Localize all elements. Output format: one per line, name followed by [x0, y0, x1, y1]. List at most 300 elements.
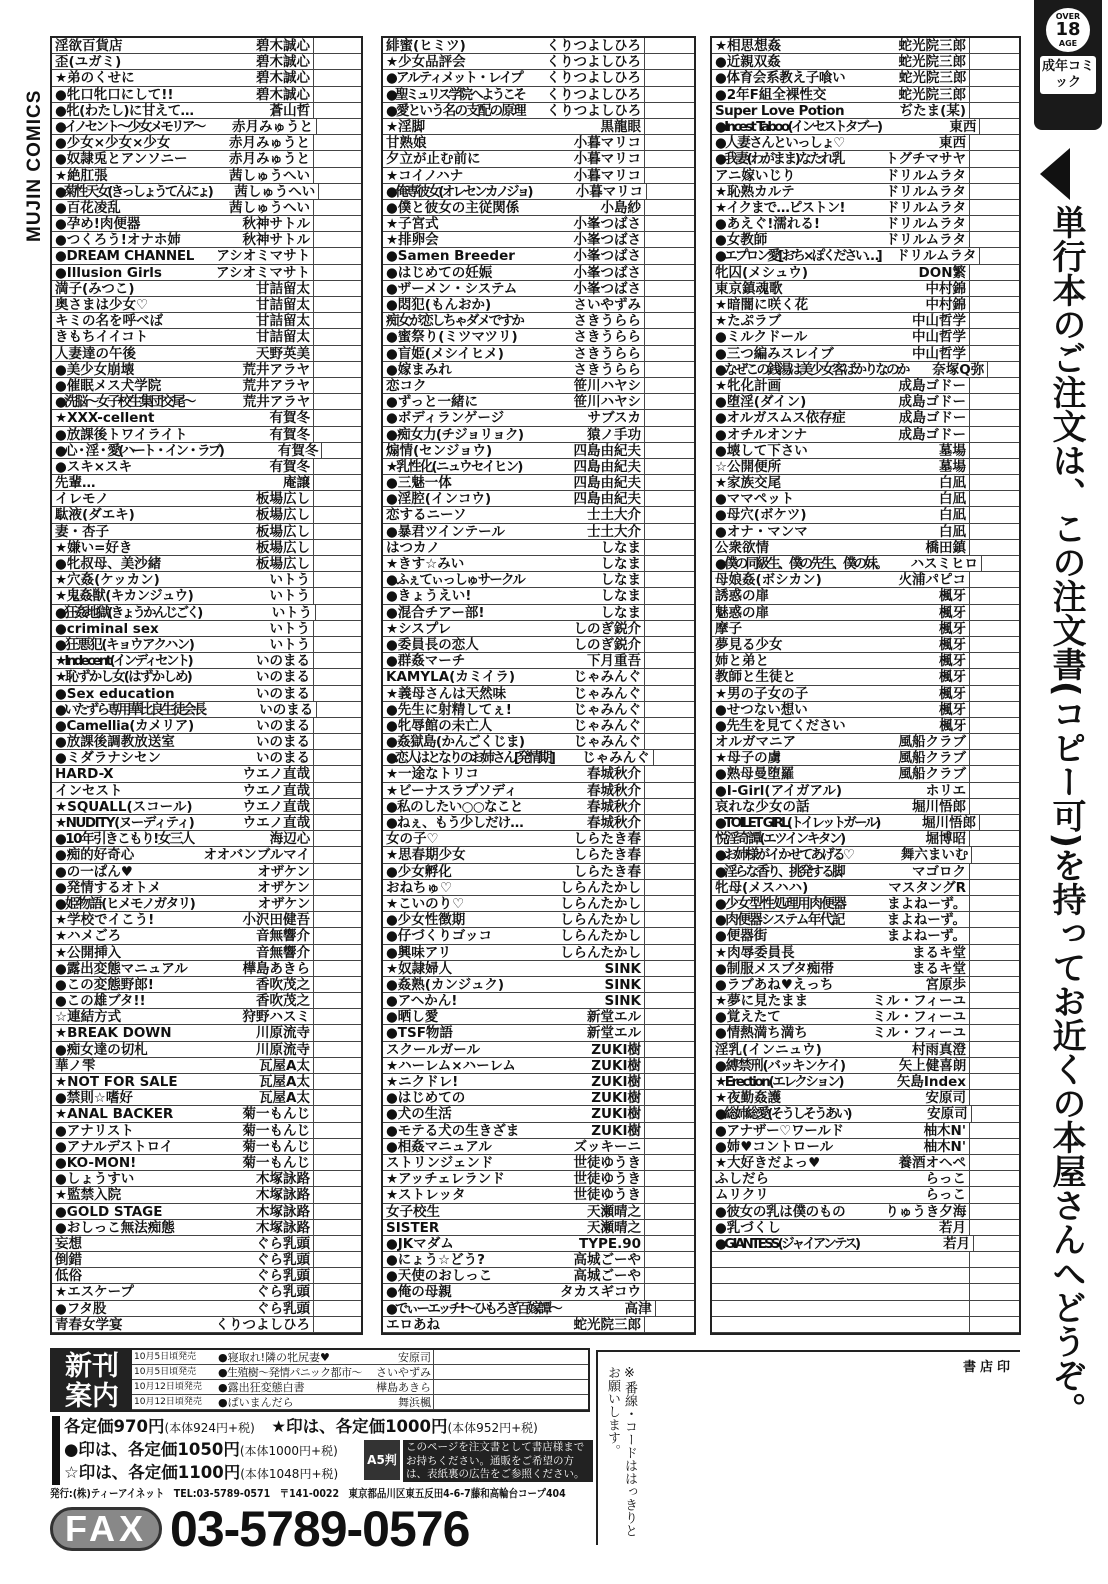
quantity-field[interactable] — [644, 313, 694, 328]
quantity-field[interactable] — [644, 427, 694, 442]
order-row — [383, 103, 694, 119]
quantity-field[interactable] — [644, 70, 694, 85]
quantity-field[interactable] — [969, 1058, 1019, 1073]
quantity-field[interactable] — [313, 87, 361, 102]
book-author: 音無響介 — [256, 928, 310, 945]
book-title: ●狂悪犯(キョウアクハン) — [55, 636, 194, 653]
book-title: ●でぃーエッチ!〜ひもろぎ百嫁譚〜 — [386, 1300, 560, 1317]
quantity-field[interactable] — [313, 491, 361, 506]
quantity-field[interactable] — [313, 1025, 361, 1040]
quantity-field[interactable] — [969, 718, 1019, 733]
quantity-field[interactable] — [644, 54, 694, 69]
quantity-field[interactable] — [313, 70, 361, 85]
quantity-field[interactable] — [969, 1139, 1019, 1154]
quantity-field[interactable] — [969, 459, 1019, 474]
quantity-field[interactable] — [969, 265, 1019, 280]
quantity-field[interactable] — [644, 491, 694, 506]
quantity-field[interactable] — [313, 394, 361, 409]
quantity-field[interactable] — [969, 1171, 1019, 1186]
quantity-field[interactable] — [969, 410, 1019, 425]
quantity-field[interactable] — [644, 977, 694, 992]
order-row — [712, 766, 1019, 782]
quantity-field[interactable] — [313, 507, 361, 522]
quantity-field[interactable] — [644, 119, 694, 134]
quantity-field[interactable] — [969, 507, 1019, 522]
book-title: ●俺専彼女(オレセンカノジョ) — [386, 183, 531, 200]
quantity-field[interactable] — [644, 945, 694, 960]
quantity-field[interactable] — [969, 540, 1019, 555]
quantity-field[interactable] — [969, 1220, 1019, 1235]
book-title: ●姉♥コントロール — [715, 1138, 834, 1155]
quantity-field[interactable] — [981, 556, 1019, 571]
quantity-field[interactable] — [644, 346, 694, 361]
quantity-field[interactable] — [969, 54, 1019, 69]
book-author: まよねーず。 — [887, 895, 967, 912]
quantity-field[interactable] — [644, 912, 694, 927]
quantity-field[interactable] — [969, 1284, 1019, 1299]
quantity-field[interactable] — [644, 864, 694, 879]
quantity-field[interactable] — [969, 912, 1019, 927]
quantity-field[interactable] — [969, 216, 1019, 231]
quantity-field[interactable] — [313, 912, 361, 927]
quantity-field[interactable] — [646, 184, 694, 199]
quantity-field[interactable] — [316, 119, 361, 134]
quantity-field[interactable] — [644, 783, 694, 798]
quantity-field[interactable] — [969, 750, 1019, 765]
quantity-field[interactable] — [644, 475, 694, 490]
quantity-field[interactable] — [969, 151, 1019, 166]
order-row — [383, 1090, 694, 1106]
quantity-field[interactable] — [313, 54, 361, 69]
quantity-field[interactable] — [316, 702, 361, 717]
quantity-field[interactable] — [313, 880, 361, 895]
order-row — [52, 1074, 361, 1090]
quantity-field[interactable] — [969, 346, 1019, 361]
quantity-field[interactable] — [313, 588, 361, 603]
quantity-field[interactable] — [313, 556, 361, 571]
quantity-field[interactable] — [969, 1042, 1019, 1057]
quantity-field[interactable] — [644, 993, 694, 1008]
book-title: 誘惑の扉 — [715, 588, 769, 605]
quantity-field[interactable] — [969, 1090, 1019, 1105]
quantity-field[interactable] — [969, 427, 1019, 442]
quantity-field[interactable] — [969, 605, 1019, 620]
quantity-field[interactable] — [313, 1187, 361, 1202]
quantity-field[interactable] — [644, 1284, 694, 1299]
quantity-field[interactable] — [313, 799, 361, 814]
quantity-field[interactable] — [644, 216, 694, 231]
quantity-field[interactable] — [979, 248, 1019, 263]
quantity-field[interactable] — [313, 1220, 361, 1235]
book-author: ぢたま(某) — [899, 102, 966, 119]
quantity-field[interactable] — [434, 1380, 588, 1394]
quantity-field[interactable] — [313, 135, 361, 150]
quantity-field[interactable] — [644, 200, 694, 215]
quantity-field[interactable] — [644, 799, 694, 814]
quantity-field[interactable] — [969, 87, 1019, 102]
book-author: いトう — [269, 636, 311, 653]
quantity-field[interactable] — [969, 766, 1019, 781]
book-title: 甘熟娘 — [386, 135, 427, 152]
quantity-field[interactable] — [969, 669, 1019, 684]
quantity-field[interactable] — [644, 961, 694, 976]
quantity-field[interactable] — [313, 1236, 361, 1251]
quantity-field[interactable] — [969, 621, 1019, 636]
quantity-field[interactable] — [313, 1139, 361, 1154]
quantity-field[interactable] — [313, 1301, 361, 1316]
book-title: ●母穴(ボケツ) — [715, 507, 807, 524]
quantity-field[interactable] — [313, 313, 361, 328]
quantity-field[interactable] — [313, 686, 361, 701]
quantity-field[interactable] — [313, 475, 361, 490]
quantity-field[interactable] — [313, 1317, 361, 1332]
quantity-field[interactable] — [313, 864, 361, 879]
quantity-field[interactable] — [644, 621, 694, 636]
quantity-field[interactable] — [969, 200, 1019, 215]
quantity-field[interactable] — [644, 1123, 694, 1138]
quantity-field[interactable] — [644, 1268, 694, 1283]
quantity-field[interactable] — [969, 831, 1019, 846]
order-row — [52, 1220, 361, 1236]
quantity-field[interactable] — [969, 168, 1019, 183]
quantity-field[interactable] — [644, 103, 694, 118]
quantity-field[interactable] — [313, 847, 361, 862]
order-row — [383, 1106, 694, 1122]
quantity-field[interactable] — [313, 232, 361, 247]
quantity-field[interactable] — [644, 410, 694, 425]
quantity-field[interactable] — [644, 572, 694, 587]
quantity-field[interactable] — [644, 540, 694, 555]
quantity-field[interactable] — [969, 945, 1019, 960]
quantity-field[interactable] — [434, 1365, 588, 1379]
quantity-field[interactable] — [969, 993, 1019, 1008]
quantity-field[interactable] — [644, 686, 694, 701]
quantity-field[interactable] — [313, 248, 361, 263]
quantity-field[interactable] — [313, 1090, 361, 1105]
book-title: ●天使のおしっこ — [386, 1268, 493, 1285]
quantity-field[interactable] — [969, 1268, 1019, 1283]
book-author: 碧木誠心 — [256, 54, 310, 71]
quantity-field[interactable] — [313, 1106, 361, 1121]
quantity-field[interactable] — [644, 378, 694, 393]
quantity-field[interactable] — [313, 265, 361, 280]
quantity-field[interactable] — [313, 151, 361, 166]
quantity-field[interactable] — [655, 1301, 694, 1316]
quantity-field[interactable] — [979, 119, 1019, 134]
quantity-field[interactable] — [969, 281, 1019, 296]
quantity-field[interactable] — [644, 702, 694, 717]
quantity-field[interactable] — [313, 831, 361, 846]
quantity-field[interactable] — [969, 572, 1019, 587]
book-author: まるキ堂 — [912, 944, 966, 961]
quantity-field[interactable] — [644, 1171, 694, 1186]
quantity-field[interactable] — [979, 815, 1019, 830]
order-row — [52, 1025, 361, 1041]
quantity-field[interactable] — [644, 766, 694, 781]
quantity-field[interactable] — [969, 491, 1019, 506]
quantity-field[interactable] — [644, 443, 694, 458]
quantity-field[interactable] — [313, 297, 361, 312]
order-row — [383, 200, 694, 216]
quantity-field[interactable] — [969, 1204, 1019, 1219]
order-row — [52, 265, 361, 281]
quantity-field[interactable] — [644, 831, 694, 846]
quantity-field[interactable] — [969, 443, 1019, 458]
quantity-field[interactable] — [313, 928, 361, 943]
quantity-field[interactable] — [644, 1025, 694, 1040]
quantity-field[interactable] — [644, 394, 694, 409]
quantity-field[interactable] — [969, 702, 1019, 717]
quantity-field[interactable] — [969, 232, 1019, 247]
quantity-field[interactable] — [313, 540, 361, 555]
quantity-field[interactable] — [969, 783, 1019, 798]
quantity-field[interactable] — [987, 362, 1019, 377]
quantity-field[interactable] — [434, 1395, 588, 1409]
quantity-field[interactable] — [969, 977, 1019, 992]
quantity-field[interactable] — [969, 880, 1019, 895]
quantity-field[interactable] — [313, 378, 361, 393]
quantity-field[interactable] — [313, 168, 361, 183]
book-title: ★BREAK DOWN — [55, 1025, 172, 1042]
quantity-field[interactable] — [969, 799, 1019, 814]
quantity-field[interactable] — [644, 1252, 694, 1267]
quantity-field[interactable] — [313, 1074, 361, 1089]
order-row — [383, 378, 694, 394]
quantity-field[interactable] — [313, 427, 361, 442]
quantity-field[interactable] — [313, 750, 361, 765]
quantity-field[interactable] — [313, 653, 361, 668]
quantity-field[interactable] — [973, 1236, 1019, 1251]
quantity-field[interactable] — [313, 637, 361, 652]
quantity-field[interactable] — [313, 977, 361, 992]
quantity-field[interactable] — [644, 588, 694, 603]
book-title: ●私のしたい○○なこと — [386, 798, 523, 815]
quantity-field[interactable] — [313, 329, 361, 344]
quantity-field[interactable] — [313, 103, 361, 118]
book-title: ★排卵会 — [386, 232, 439, 249]
quantity-field[interactable] — [644, 880, 694, 895]
quantity-field[interactable] — [313, 572, 361, 587]
quantity-field[interactable] — [644, 734, 694, 749]
book-title: ★恥熟カルテ — [715, 183, 795, 200]
quantity-field[interactable] — [321, 443, 361, 458]
quantity-field[interactable] — [644, 928, 694, 943]
quantity-field[interactable] — [313, 1058, 361, 1073]
quantity-field[interactable] — [644, 248, 694, 263]
quantity-field[interactable] — [313, 961, 361, 976]
quantity-field[interactable] — [644, 1106, 694, 1121]
quantity-field[interactable] — [644, 815, 694, 830]
quantity-field[interactable] — [644, 1187, 694, 1202]
quantity-field[interactable] — [969, 297, 1019, 312]
quantity-field[interactable] — [313, 896, 361, 911]
quantity-field[interactable] — [313, 669, 361, 684]
quantity-field[interactable] — [313, 200, 361, 215]
quantity-field[interactable] — [644, 524, 694, 539]
quantity-field[interactable] — [313, 410, 361, 425]
quantity-field[interactable] — [971, 847, 1019, 862]
book-author: 小島紗 — [600, 199, 641, 216]
quantity-field[interactable] — [318, 184, 361, 199]
quantity-field[interactable] — [644, 1236, 694, 1251]
quantity-field[interactable] — [644, 1058, 694, 1073]
quantity-field[interactable] — [644, 281, 694, 296]
book-title: ●百花凌乱 — [55, 199, 121, 216]
book-title: ●総姉総愛(そうしそうあい) — [715, 1106, 850, 1123]
quantity-field[interactable] — [644, 556, 694, 571]
book-title: ●犬の生活 — [386, 1106, 452, 1123]
quantity-field[interactable] — [969, 1155, 1019, 1170]
quantity-field[interactable] — [969, 1301, 1019, 1316]
quantity-field[interactable] — [969, 1252, 1019, 1267]
quantity-field[interactable] — [653, 750, 694, 765]
quantity-field[interactable] — [434, 1350, 588, 1364]
quantity-field[interactable] — [969, 653, 1019, 668]
book-title: ★SQUALL(スコール) — [55, 798, 193, 815]
quantity-field[interactable] — [644, 1042, 694, 1057]
book-author: 蒼山哲 — [269, 102, 311, 119]
quantity-field[interactable] — [644, 637, 694, 652]
quantity-field[interactable] — [969, 38, 1019, 53]
quantity-field[interactable] — [969, 1009, 1019, 1024]
quantity-field[interactable] — [969, 961, 1019, 976]
quantity-field[interactable] — [315, 605, 361, 620]
book-title: ★一途なトリコ — [386, 766, 479, 783]
quantity-field[interactable] — [313, 783, 361, 798]
quantity-field[interactable] — [644, 718, 694, 733]
quantity-field[interactable] — [644, 1204, 694, 1219]
quantity-field[interactable] — [313, 524, 361, 539]
quantity-field[interactable] — [644, 847, 694, 862]
book-title: はつカノ — [386, 539, 440, 556]
quantity-field[interactable] — [313, 621, 361, 636]
quantity-field[interactable] — [969, 1187, 1019, 1202]
quantity-field[interactable] — [644, 653, 694, 668]
quantity-field[interactable] — [313, 734, 361, 749]
quantity-field[interactable] — [969, 184, 1019, 199]
book-title: ★恥ずかし女(はずかしめ) — [55, 669, 192, 686]
quantity-field[interactable] — [644, 38, 694, 53]
quantity-field[interactable] — [313, 1268, 361, 1283]
quantity-field[interactable] — [644, 1009, 694, 1024]
quantity-field[interactable] — [971, 1106, 1019, 1121]
quantity-field[interactable] — [313, 38, 361, 53]
book-author: 黒龍眼 — [600, 118, 641, 135]
quantity-field[interactable] — [969, 864, 1019, 879]
quantity-field[interactable] — [644, 605, 694, 620]
quantity-field[interactable] — [313, 1042, 361, 1057]
book-title: ★公開挿入 — [55, 944, 122, 961]
quantity-field[interactable] — [644, 297, 694, 312]
quantity-field[interactable] — [313, 1009, 361, 1024]
quantity-field[interactable] — [969, 1317, 1019, 1332]
book-title: ●TOILET GIRL(トイレットガール) — [715, 815, 879, 831]
quantity-field[interactable] — [313, 1204, 361, 1219]
quantity-field[interactable] — [313, 1171, 361, 1186]
quantity-field[interactable] — [969, 1074, 1019, 1089]
quantity-field[interactable] — [644, 168, 694, 183]
quantity-field[interactable] — [644, 1317, 694, 1332]
order-row — [383, 702, 694, 718]
quantity-field[interactable] — [313, 1155, 361, 1170]
quantity-field[interactable] — [969, 928, 1019, 943]
quantity-field[interactable] — [969, 896, 1019, 911]
order-row — [383, 232, 694, 248]
quantity-field[interactable] — [644, 1220, 694, 1235]
quantity-field[interactable] — [313, 945, 361, 960]
quantity-field[interactable] — [313, 1123, 361, 1138]
quantity-field[interactable] — [313, 362, 361, 377]
quantity-field[interactable] — [644, 1090, 694, 1105]
order-row — [712, 1106, 1019, 1122]
quantity-field[interactable] — [969, 394, 1019, 409]
quantity-field[interactable] — [969, 734, 1019, 749]
book-title: 煽情(センジョウ) — [386, 442, 493, 459]
quantity-field[interactable] — [644, 507, 694, 522]
book-author: 庵譲 — [283, 475, 310, 492]
quantity-field[interactable] — [313, 1284, 361, 1299]
quantity-field[interactable] — [969, 313, 1019, 328]
quantity-field[interactable] — [644, 1074, 694, 1089]
quantity-field[interactable] — [969, 70, 1019, 85]
quantity-field[interactable] — [644, 87, 694, 102]
fax-label: FAX — [50, 1507, 162, 1551]
quantity-field[interactable] — [969, 103, 1019, 118]
quantity-field[interactable] — [313, 216, 361, 231]
quantity-field[interactable] — [644, 669, 694, 684]
quantity-field[interactable] — [969, 329, 1019, 344]
quantity-field[interactable] — [313, 815, 361, 830]
quantity-field[interactable] — [644, 265, 694, 280]
quantity-field[interactable] — [313, 1252, 361, 1267]
quantity-field[interactable] — [969, 1123, 1019, 1138]
quantity-field[interactable] — [969, 378, 1019, 393]
quantity-field[interactable] — [969, 637, 1019, 652]
quantity-field[interactable] — [969, 1025, 1019, 1040]
book-author: 碧木誠心 — [256, 70, 310, 87]
quantity-field[interactable] — [644, 1155, 694, 1170]
quantity-field[interactable] — [313, 718, 361, 733]
quantity-field[interactable] — [644, 329, 694, 344]
quantity-field[interactable] — [644, 896, 694, 911]
quantity-field[interactable] — [969, 135, 1019, 150]
quantity-field[interactable] — [644, 151, 694, 166]
quantity-field[interactable] — [969, 588, 1019, 603]
quantity-field[interactable] — [313, 346, 361, 361]
quantity-field[interactable] — [644, 232, 694, 247]
quantity-field[interactable] — [313, 459, 361, 474]
quantity-field[interactable] — [969, 524, 1019, 539]
book-author: さきうらら — [573, 313, 641, 330]
quantity-field[interactable] — [313, 993, 361, 1008]
book-author: オザケン — [257, 863, 310, 880]
quantity-field[interactable] — [313, 281, 361, 296]
book-author: 小峯つばさ — [573, 232, 641, 249]
quantity-field[interactable] — [969, 475, 1019, 490]
quantity-field[interactable] — [969, 686, 1019, 701]
quantity-field[interactable] — [313, 766, 361, 781]
book-author: 小暮マリコ — [575, 183, 644, 200]
quantity-field[interactable] — [644, 459, 694, 474]
quantity-field[interactable] — [644, 362, 694, 377]
order-row — [52, 443, 361, 459]
quantity-field[interactable] — [644, 135, 694, 150]
quantity-field[interactable] — [644, 1139, 694, 1154]
price-star-base: (本体952円+税) — [447, 1421, 538, 1435]
order-row — [52, 1301, 361, 1317]
book-author: いのまる — [256, 750, 310, 767]
book-title: ●アナルデストロイ — [55, 1138, 174, 1155]
